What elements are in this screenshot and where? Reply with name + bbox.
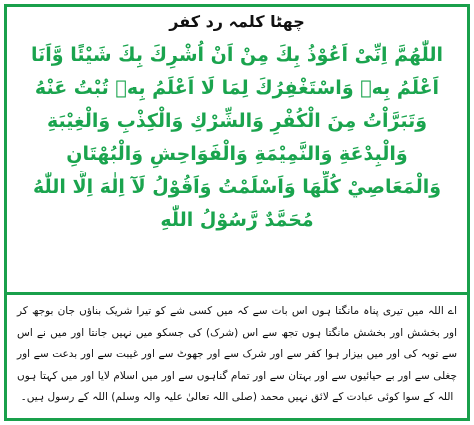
arabic-line: وَالْبِدْعَةِ وَالنَّمِيْمَةِ وَالْفَوَاحِشِ وَالْبُهْتَانِ xyxy=(66,143,408,165)
arabic-text-block xyxy=(19,39,455,237)
section-divider xyxy=(4,292,470,295)
arabic-line: وَالْمَعَاصِيْ كُلِّهَا وَاَسْلَمْتُ وَاَقُوْلُ لَآ اِلٰهَ اِلَّا اللّٰهُ xyxy=(32,176,442,198)
arabic-line: مُحَمَّدٌ رَّسُوْلُ اللّٰهِ xyxy=(160,209,314,231)
page-title: چھٹا کلمہ رد کفر xyxy=(169,12,305,31)
kalima-card xyxy=(4,4,470,421)
arabic-line: وَتَبَرَّاْتُ مِنَ الْكُفْرِ وَالشِّرْكِ وَالْكِذْبِ وَالْغِيْبَةِ xyxy=(46,110,428,132)
arabic-line: اَعْلَمُ بِهٖ وَاسْتَغْفِرُكَ لِمَا لَا اَعْلَمُ بِهٖ تُبْتُ عَنْهُ xyxy=(34,77,440,99)
urdu-translation: اے اللہ میں تیری پناہ مانگتا ہوں اس بات سے کہ میں کسی شے کو تیرا شریک بناؤں جان بوجھ کر اور بخشش اور بخشش مانگتا ہوں تجھ سے اس (شرک) کی جسکو میں نہیں جانتا اور میں نے اس سے توبہ کی اور میں بیزار ہوا کفر سے اور شرک سے اور جھوٹ سے اور غیبت سے اور بدعت سے اور چغلی سے اور بے حیائیوں سے اور بہتان سے اور تمام گناہوں سے اور میں اسلام لایا اور میں کہتا ہوں اللہ کے سوا کوئی عبادت کے لائق نہیں محمد (صلی اللہ تعالیٰ علیہ والہ وسلم) اللہ کے رسول ہیں۔ xyxy=(17,305,457,404)
arabic-line: اللّٰھُمَّ اِنِّیْ اَعُوْذُ بِكَ مِنْ اَنْ اُشْرِكَ بِكَ شَيْئًا وَّاَنَا xyxy=(31,44,443,66)
